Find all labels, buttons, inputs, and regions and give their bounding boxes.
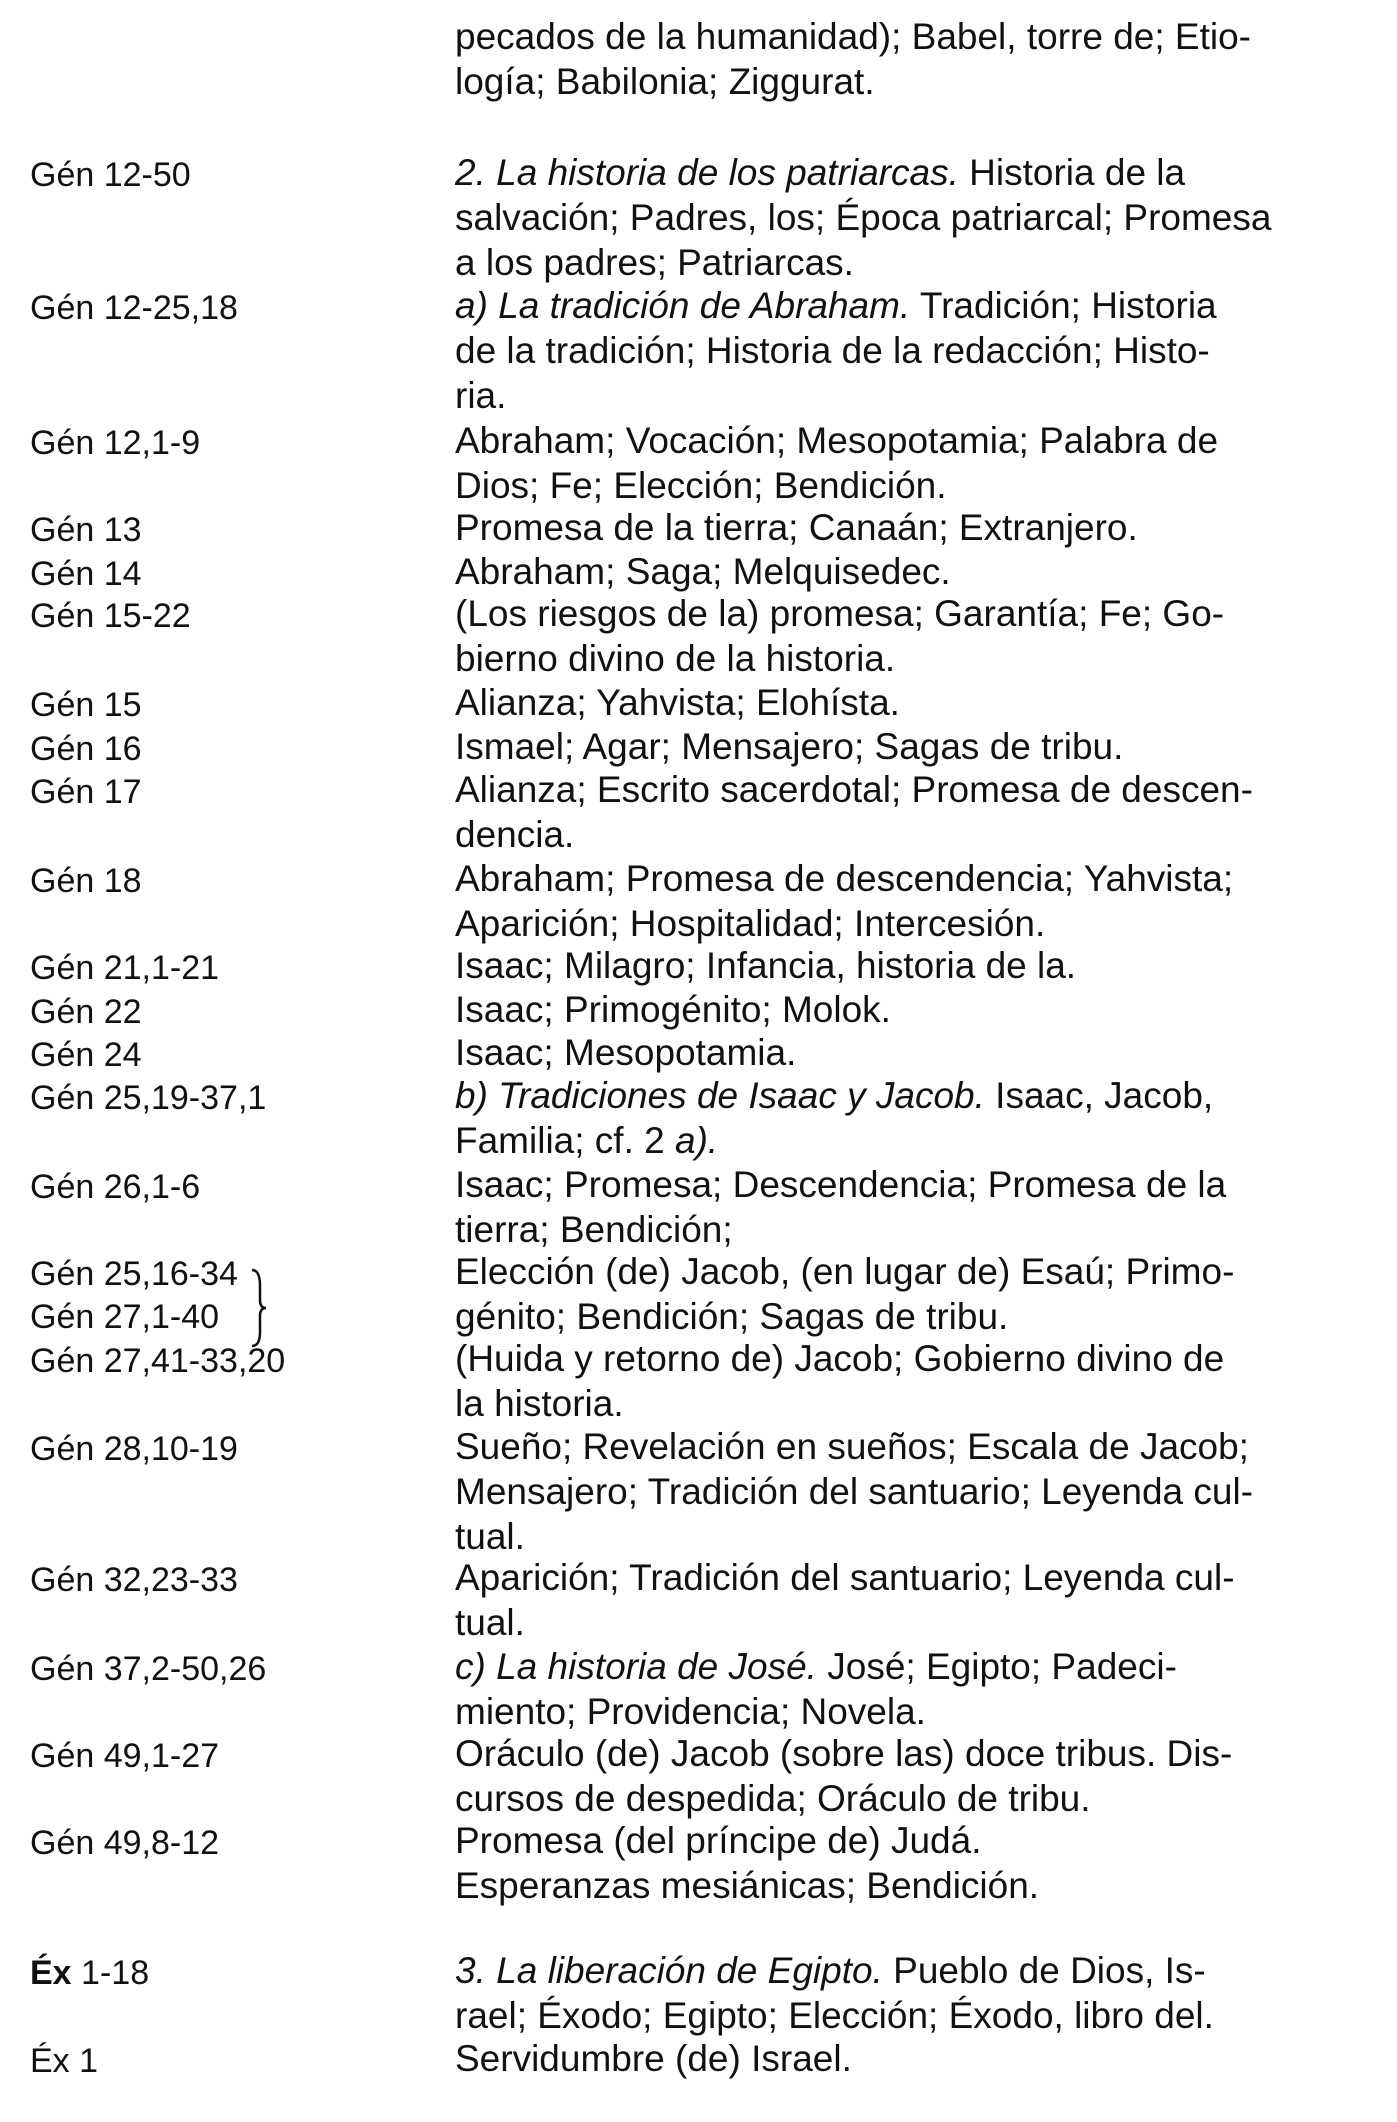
entry-gen-16: Ismael; Agar; Mensajero; Sagas de tribu. bbox=[455, 726, 1124, 767]
ref-gen-26-1-6: Gén 26,1-6 bbox=[30, 1168, 201, 1206]
ref-gen-17: Gén 17 bbox=[30, 773, 142, 811]
ref-gen-49-1-27: Gén 49,1-27 bbox=[30, 1737, 220, 1775]
entry-liberacion: 3. La liberación de Egipto. Pueblo de Dios, Is- rael; Éxodo; Egipto; Elección; Éxodo, libro del. bbox=[455, 1950, 1214, 2036]
ref-ex-1-18: Éx 1-18 bbox=[30, 1954, 150, 1992]
entry-servidumbre: Servidumbre (de) Israel. bbox=[455, 2038, 852, 2079]
entry-juda: Promesa (del príncipe de) Judá. Esperanzas mesiánicas; Bendición. bbox=[455, 1820, 1040, 1906]
entry-jose: c) La historia de José. José; Egipto; Padeci- miento; Providencia; Novela. bbox=[455, 1646, 1177, 1732]
entry-gen-14: Abraham; Saga; Melquisedec. bbox=[455, 551, 951, 592]
ref-gen-12-25-18: Gén 12-25,18 bbox=[30, 289, 238, 327]
entry-gen-21: Isaac; Milagro; Infancia, historia de la. bbox=[455, 945, 1077, 986]
entry-gen-12-1-9: Abraham; Vocación; Mesopotamia; Palabra de Dios; Fe; Elección; Bendición. bbox=[455, 420, 1219, 506]
ref-gen-18: Gén 18 bbox=[30, 862, 142, 900]
ref-gen-25-19-37-1: Gén 25,19-37,1 bbox=[30, 1079, 267, 1117]
entry-abraham-tradicion: a) La tradición de Abraham. Tradición; Historia de la tradición; Historia de la redacción; Histo- ria. bbox=[455, 285, 1217, 416]
entry-gen-18: Abraham; Promesa de descendencia; Yahvista; Aparición; Hospitalidad; Intercesión. bbox=[455, 858, 1234, 944]
ref-gen-49-8-12: Gén 49,8-12 bbox=[30, 1824, 220, 1862]
ref-gen-28-10-19: Gén 28,10-19 bbox=[30, 1430, 238, 1468]
ref-gen-32-23-33: Gén 32,23-33 bbox=[30, 1561, 238, 1599]
ref-gen-12-1-9: Gén 12,1-9 bbox=[30, 424, 201, 462]
entry-sueno: Sueño; Revelación en sueños; Escala de Jacob; Mensajero; Tradición del santuario; Leyenda cul- tual. bbox=[455, 1426, 1254, 1557]
ref-gen-27-41-33-20: Gén 27,41-33,20 bbox=[30, 1342, 286, 1380]
entry-gen-24: Isaac; Mesopotamia. bbox=[455, 1032, 797, 1073]
entry-huida-jacob: (Huida y retorno de) Jacob; Gobierno divino de la historia. bbox=[455, 1338, 1225, 1424]
entry-gen-15: Alianza; Yahvista; Elohísta. bbox=[455, 682, 900, 723]
entry-gen-22: Isaac; Primogénito; Molok. bbox=[455, 989, 891, 1030]
ref-gen-37-2-50-26: Gén 37,2-50,26 bbox=[30, 1650, 267, 1688]
ref-gen-14: Gén 14 bbox=[30, 555, 142, 593]
entry-aparicion: Aparición; Tradición del santuario; Leyenda cul- tual. bbox=[455, 1557, 1235, 1643]
ref-gen-15-22: Gén 15-22 bbox=[30, 597, 191, 635]
entry-gen-15-22: (Los riesgos de la) promesa; Garantía; Fe; Go- bierno divino de la historia. bbox=[455, 593, 1225, 679]
entry-oraculo-jacob: Oráculo (de) Jacob (sobre las) doce tribus. Dis- cursos de despedida; Oráculo de tribu. bbox=[455, 1733, 1233, 1819]
brace-icon bbox=[248, 1266, 268, 1350]
entry-gen-17: Alianza; Escrito sacerdotal; Promesa de descen- dencia. bbox=[455, 769, 1253, 855]
entry-gen-13: Promesa de la tierra; Canaán; Extranjero. bbox=[455, 507, 1138, 548]
ref-gen-27-1-40: Gén 27,1-40 bbox=[30, 1298, 220, 1336]
ref-gen-21-1-21: Gén 21,1-21 bbox=[30, 949, 220, 987]
ref-gen-16: Gén 16 bbox=[30, 730, 142, 768]
ref-gen-22: Gén 22 bbox=[30, 993, 142, 1031]
ref-gen-12-50: Gén 12-50 bbox=[30, 156, 191, 194]
entry-gen-26: Isaac; Promesa; Descendencia; Promesa de la tierra; Bendición; bbox=[455, 1164, 1227, 1250]
ref-gen-15: Gén 15 bbox=[30, 686, 142, 724]
ref-ex-1: Éx 1 bbox=[30, 2042, 99, 2080]
ref-gen-25-16-34: Gén 25,16-34 bbox=[30, 1255, 238, 1293]
ref-gen-13: Gén 13 bbox=[30, 511, 142, 549]
entry-patriarcas: 2. La historia de los patriarcas. Historia de la salvación; Padres, los; Época patriarcal; Promesa a los padres; Patriarcas. bbox=[455, 152, 1272, 283]
entry-isaac-jacob: b) Tradiciones de Isaac y Jacob. Isaac, Jacob, Familia; cf. 2 a). bbox=[455, 1075, 1214, 1161]
ref-gen-24: Gén 24 bbox=[30, 1036, 142, 1074]
entry-continuation: pecados de la humanidad); Babel, torre de; Etio- logía; Babilonia; Ziggurat. bbox=[455, 16, 1251, 102]
entry-eleccion-jacob: Elección (de) Jacob, (en lugar de) Esaú; Primo- génito; Bendición; Sagas de tribu. bbox=[455, 1251, 1235, 1337]
